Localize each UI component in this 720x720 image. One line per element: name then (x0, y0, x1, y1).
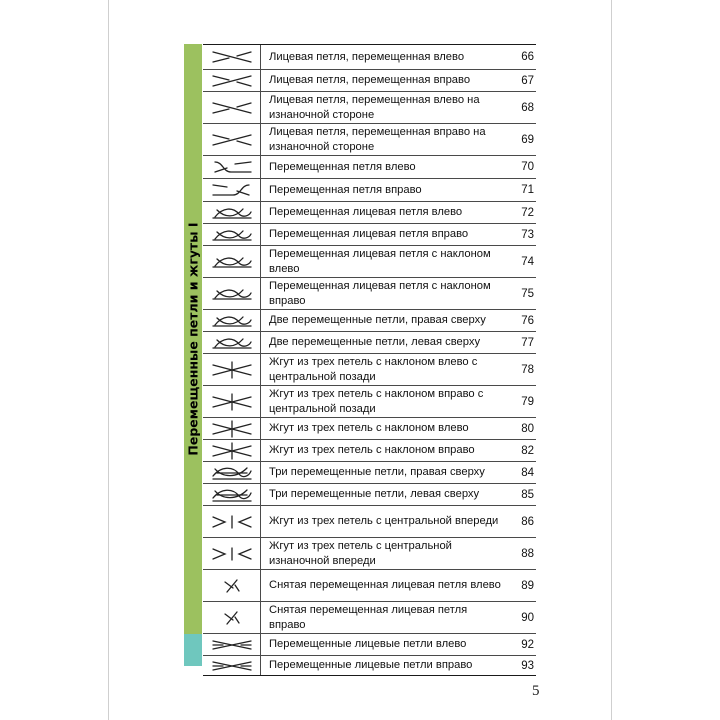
toc-entry-page: 85 (521, 488, 534, 501)
toc-entry-page: 73 (521, 228, 534, 241)
toc-entry-label: Жгут из трех петель с наклоном вправо (269, 444, 475, 457)
toc-row (203, 569, 536, 601)
toc-entry-label: Две перемещенные петли, левая сверху (269, 336, 481, 349)
toc-entry-page: 90 (521, 611, 534, 624)
slipped-moved-knit-left-icon (203, 570, 261, 601)
toc-entry-page: 80 (521, 422, 534, 435)
toc-entry-page: 78 (521, 363, 534, 376)
toc-entry-page: 74 (521, 255, 534, 268)
cable-three-right-center-back-icon (203, 386, 261, 417)
moved-knit-slant-left-icon (203, 246, 261, 277)
slipped-moved-knit-right-icon (203, 602, 261, 633)
cable-three-left-icon (203, 418, 261, 439)
toc-row (203, 601, 536, 633)
toc-entry-label: Жгут из трех петель с наклоном влево (269, 422, 469, 435)
toc-entry-page: 68 (521, 101, 534, 114)
two-moved-left-over-icon (203, 332, 261, 353)
toc-entry-page: 92 (521, 638, 534, 651)
toc-row (203, 385, 536, 417)
cable-three-right-icon (203, 440, 261, 461)
toc-row (203, 223, 536, 245)
toc-entry-label: Перемещенная лицевая петля влево (269, 206, 463, 219)
toc-entry-page: 79 (521, 395, 534, 408)
toc-entry-label: Снятая перемещенная лицевая петля влево (269, 579, 501, 592)
toc-entry-label: Две перемещенные петли, правая сверху (269, 314, 486, 327)
cable-three-left-center-back-icon (203, 354, 261, 385)
cable-three-center-front-icon (203, 506, 261, 537)
toc-entry-label: Лицевая петля, перемещенная вправо (269, 74, 471, 87)
toc-row (203, 178, 536, 201)
toc-entry-label: Жгут из трех петель с центральной изнаночной впереди (269, 540, 452, 567)
toc-entry-label: Перемещенная лицевая петля с наклоном влево (269, 248, 491, 275)
toc-entry-label: Жгут из трех петель с центральной впереди (269, 515, 499, 528)
toc-entry-label: Лицевая петля, перемещенная влево на изнаночной стороне (269, 94, 480, 121)
page-number: 5 (532, 683, 540, 699)
toc-row (203, 655, 536, 675)
toc-row (203, 353, 536, 385)
three-moved-left-over-icon (203, 484, 261, 505)
toc-row (203, 309, 536, 331)
toc-entry-label: Перемещенные лицевые петли влево (269, 638, 467, 651)
toc-entry-page: 75 (521, 287, 534, 300)
two-moved-right-over-icon (203, 310, 261, 331)
toc-row (203, 155, 536, 178)
toc-entry-label: Лицевая петля, перемещенная влево (269, 50, 465, 63)
toc-row (203, 123, 536, 155)
toc-row (203, 483, 536, 505)
toc-entry-label: Перемещенная лицевая петля вправо (269, 228, 469, 241)
toc-entry-page: 82 (521, 444, 534, 457)
toc-entry-page: 89 (521, 579, 534, 592)
toc-entry-label: Перемещенная петля влево (269, 160, 416, 173)
toc-entry-label: Перемещенная лицевая петля с наклоном вправо (269, 280, 491, 307)
toc-entry-page: 67 (521, 74, 534, 87)
toc-row (203, 201, 536, 223)
toc-row (203, 91, 536, 123)
toc-row (203, 417, 536, 439)
moved-knits-left-icon (203, 634, 261, 655)
toc-row (203, 633, 536, 655)
toc-row (203, 461, 536, 483)
toc-row (203, 277, 536, 309)
toc-row (203, 45, 536, 69)
moved-knits-right-icon (203, 656, 261, 675)
contents-table (203, 44, 536, 676)
toc-row (203, 439, 536, 461)
toc-entry-page: 69 (521, 133, 534, 146)
toc-row (203, 537, 536, 569)
cable-three-center-purl-front-icon (203, 538, 261, 569)
toc-entry-page: 93 (521, 659, 534, 672)
section-color-bar-next (184, 634, 202, 666)
moved-stitch-right-icon (203, 179, 261, 201)
toc-entry-label: Три перемещенные петли, левая сверху (269, 488, 480, 501)
toc-entry-label: Перемещенные лицевые петли вправо (269, 659, 473, 672)
toc-entry-page: 76 (521, 314, 534, 327)
toc-entry-label: Перемещенная петля вправо (269, 183, 422, 196)
toc-entry-page: 70 (521, 161, 534, 173)
moved-knit-left-icon (203, 202, 261, 223)
section-title: Перемещенные петли и жгуты I (185, 222, 201, 456)
cross-right-icon (203, 70, 261, 91)
toc-row (203, 245, 536, 277)
moved-stitch-left-icon (203, 156, 261, 178)
toc-entry-page: 77 (521, 336, 534, 349)
moved-knit-slant-right-icon (203, 278, 261, 309)
cross-left-icon (203, 45, 261, 69)
three-moved-right-over-icon (203, 462, 261, 483)
toc-entry-page: 66 (521, 51, 534, 63)
toc-row (203, 69, 536, 91)
toc-entry-page: 71 (521, 184, 534, 196)
toc-entry-label: Снятая перемещенная лицевая петля вправо (269, 604, 468, 631)
moved-knit-right-icon (203, 224, 261, 245)
toc-entry-label: Жгут из трех петель с наклоном вправо с центральной позади (269, 388, 484, 415)
toc-entry-label: Три перемещенные петли, правая сверху (269, 466, 485, 479)
cross-left-wrong-side-icon (203, 92, 261, 123)
toc-entry-label: Лицевая петля, перемещенная вправо на изнаночной стороне (269, 126, 486, 153)
cross-right-wrong-side-icon (203, 124, 261, 155)
toc-row (203, 331, 536, 353)
toc-entry-page: 72 (521, 206, 534, 219)
toc-entry-page: 84 (521, 466, 534, 479)
toc-row (203, 505, 536, 537)
toc-entry-page: 86 (521, 515, 534, 528)
toc-entry-page: 88 (521, 547, 534, 560)
toc-entry-label: Жгут из трех петель с наклоном влево с центральной позади (269, 356, 478, 383)
